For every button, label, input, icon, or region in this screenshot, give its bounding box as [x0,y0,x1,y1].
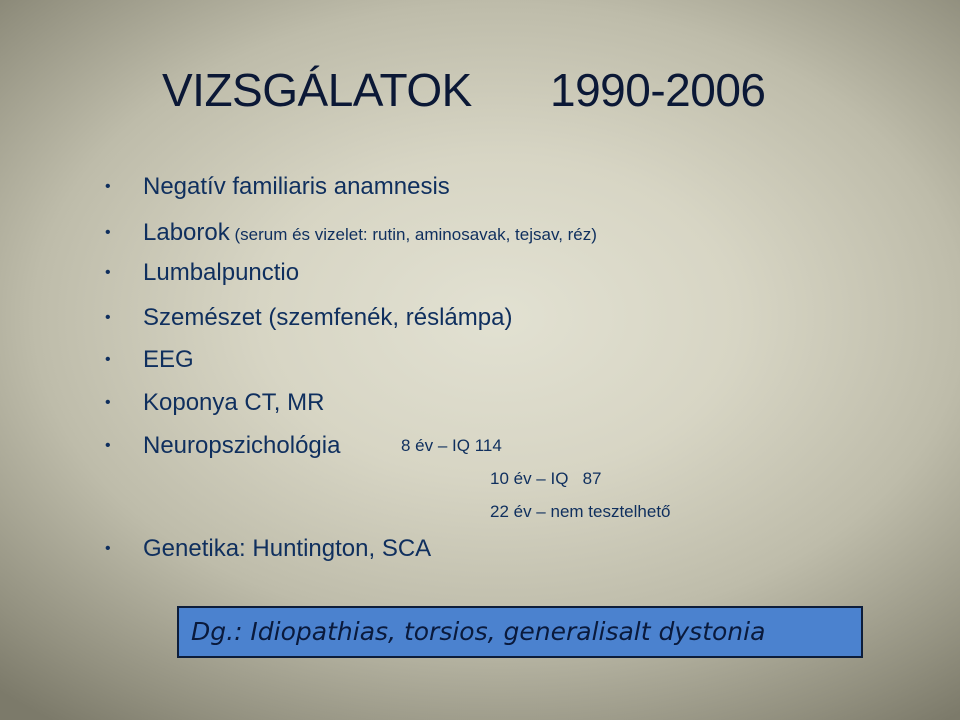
bullet-icon: • [105,224,111,241]
list-item [105,530,431,568]
bullet-icon: • [105,351,111,368]
list-item [105,254,299,292]
list-item-text: Lumbalpunctio [143,259,300,286]
title-main: VIZSGÁLATOK [162,64,472,116]
list-item [105,341,194,379]
bullet-icon: • [105,540,111,557]
diagnosis-box [177,606,863,658]
list-item [105,384,324,422]
title-years: 1990-2006 [550,64,766,116]
slide-title [162,60,922,120]
bullet-icon: • [105,437,111,454]
bullet-icon: • [105,178,111,195]
list-item [105,214,597,252]
neuro-note: 22 év – nem tesztelhető [490,502,671,521]
neuro-note: 10 év – IQ 87 [490,469,602,488]
bullet-icon: • [105,309,111,326]
list-item-text: Koponya CT, MR [143,389,325,416]
list-item-text: Negatív familiaris anamnesis [143,173,450,200]
list-item-text: Neuropszichológia [143,432,341,459]
list-item-text: EEG [143,346,194,373]
list-item [105,427,340,465]
list-item [105,299,512,337]
list-item-text: Genetika: Huntington, SCA [143,535,432,562]
list-item-text: Szemészet (szemfenék, réslámpa) [143,304,513,331]
bullet-icon: • [105,394,111,411]
bullet-icon: • [105,264,111,281]
list-item [105,168,450,206]
neuro-note: 8 év – IQ 114 [401,436,502,455]
list-item-detail: (serum és vizelet: rutin, aminosavak, tejsav, réz) [229,225,597,244]
diagnosis-text: Dg.: Idiopathias, torsios, generalisalt dystonia [191,617,766,646]
list-item-text: Laborok [143,219,230,246]
